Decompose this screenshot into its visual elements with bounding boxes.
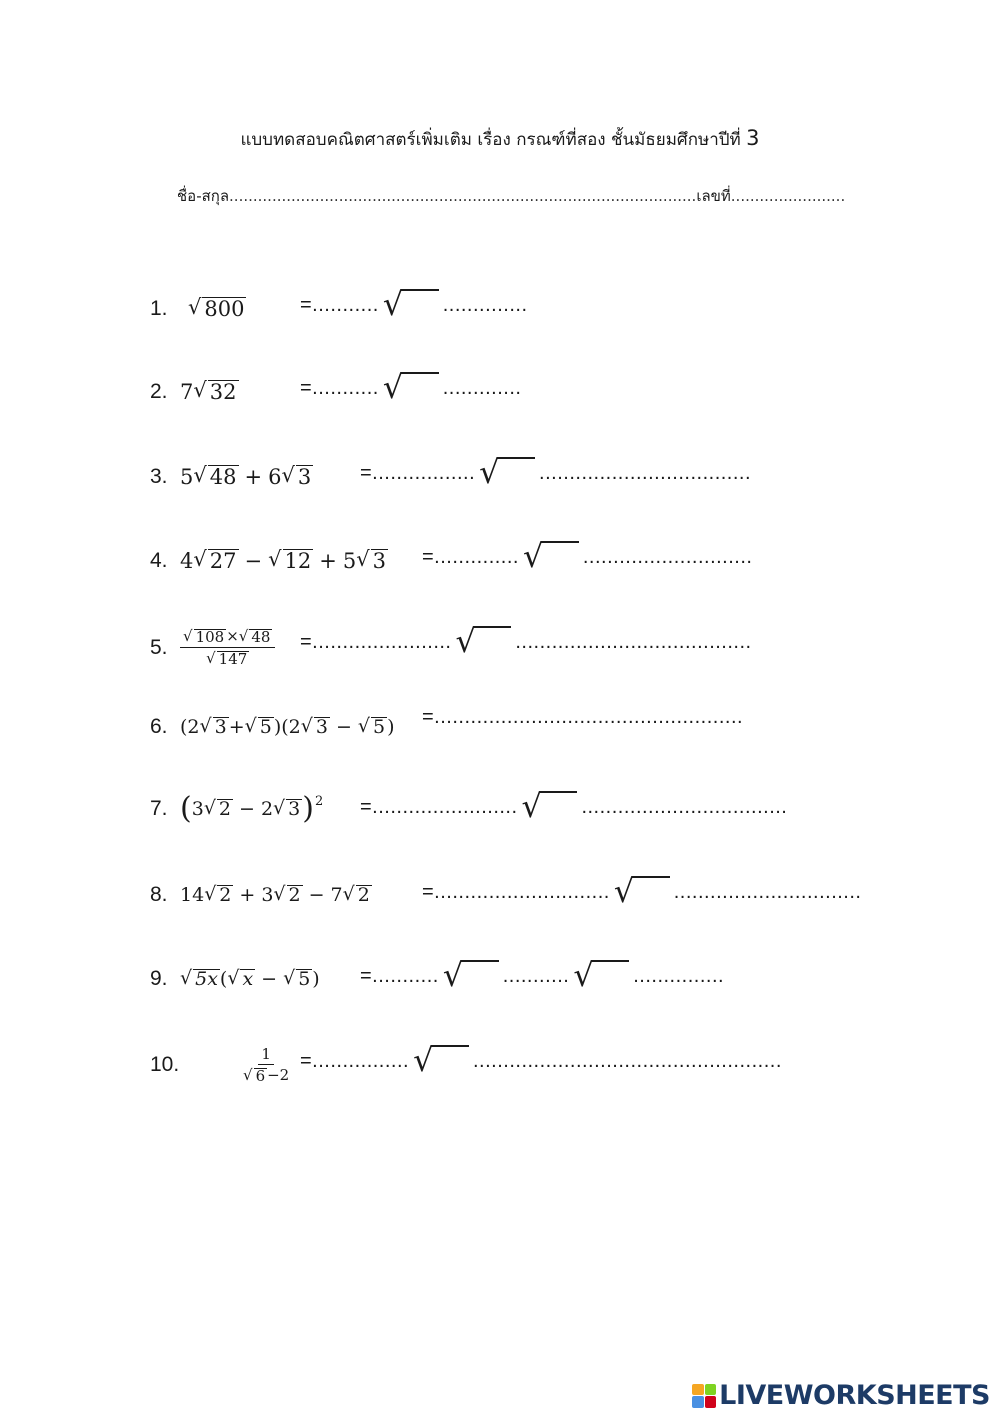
question-7	[150, 789, 323, 829]
number-field[interactable]: ........................	[730, 187, 846, 205]
question-number: 9.	[150, 967, 168, 990]
answer-blank[interactable]: ...................................................	[472, 1049, 782, 1072]
answer-blank[interactable]: =.................	[360, 461, 476, 484]
answer-blank[interactable]: .......................................	[515, 630, 752, 653]
sqrt-icon: √	[413, 1042, 469, 1080]
sqrt-icon: √	[455, 623, 511, 661]
question-number: 7.	[150, 797, 168, 820]
question-number: 5.	[150, 635, 168, 659]
answer-7[interactable]	[360, 788, 787, 826]
answer-blank[interactable]: ............................	[582, 545, 753, 568]
sqrt-icon: √	[522, 788, 578, 826]
answer-9[interactable]	[360, 957, 724, 995]
question-number: 6.	[150, 715, 168, 738]
grade-number: 3	[746, 126, 760, 150]
question-number: 4.	[150, 549, 168, 572]
answer-2[interactable]	[300, 369, 521, 407]
answer-blank[interactable]: ...........	[502, 964, 570, 987]
answer-4[interactable]	[422, 538, 752, 576]
question-expression: 5 √ 48 + 6 √ 3	[180, 463, 312, 490]
question-1	[150, 289, 246, 329]
logo-text: LIVEWORKSHEETS	[719, 1380, 990, 1411]
sqrt-icon: √	[383, 369, 439, 407]
title-text: แบบทดสอบคณิตศาสตร์เพิ่มเติม เรื่อง กรณฑ์ที่สอง ชั้นมัธยมศึกษาปีที่	[240, 130, 741, 150]
question-6	[150, 707, 395, 747]
name-field[interactable]: ..................................................................................................	[229, 187, 697, 205]
question-expression: √ 5x ( √ x − √ 5 )	[180, 966, 320, 990]
radical: √ 32	[193, 378, 237, 405]
question-expression: ( 3 √ 2 − 2 √ 3 ) 2	[180, 791, 324, 826]
sqrt-icon: √	[573, 957, 629, 995]
question-9	[150, 959, 320, 999]
question-expression: ( 2 √ 3 + √ 5 )( 2 √ 3 − √ 5 )	[180, 714, 395, 738]
answer-blank[interactable]: ...................................	[539, 461, 752, 484]
answer-blank[interactable]: .............	[442, 376, 522, 399]
question-10	[150, 1042, 292, 1088]
answer-blank[interactable]: =........................	[360, 795, 518, 818]
name-line	[177, 184, 845, 208]
answer-blank[interactable]: ..................................	[581, 795, 788, 818]
sqrt-icon: √	[479, 454, 535, 492]
answer-blank[interactable]: =...........	[300, 376, 379, 399]
worksheet-title	[0, 126, 1000, 153]
question-expression	[188, 297, 246, 320]
question-number: 3.	[150, 465, 168, 488]
answer-1[interactable]	[300, 286, 528, 324]
answer-blank[interactable]: ...............................	[673, 880, 862, 903]
question-4	[150, 541, 388, 581]
question-number: 8.	[150, 883, 168, 906]
question-number: 1.	[150, 297, 168, 320]
question-8	[150, 875, 372, 915]
logo-mark-icon	[692, 1384, 716, 1408]
answer-blank[interactable]: =.......................	[300, 630, 452, 653]
answer-blank[interactable]: =...........	[360, 964, 439, 987]
answer-6[interactable]	[422, 706, 743, 729]
radical: √ 800	[188, 295, 245, 322]
question-number: 2.	[150, 380, 168, 403]
question-expression: 7 √ 32	[180, 378, 237, 405]
name-label: ชื่อ-สกุล	[177, 187, 230, 205]
answer-8[interactable]	[422, 873, 861, 911]
question-expression: 14 √ 2 + 3 √ 2 − 7 √ 2	[180, 882, 370, 906]
question-2	[150, 372, 239, 412]
fraction: 1 √ 6 −2	[243, 1045, 290, 1086]
answer-blank[interactable]: =...........	[300, 293, 379, 316]
sqrt-icon: √	[443, 957, 499, 995]
answer-blank[interactable]: =.............................	[422, 880, 610, 903]
answer-blank[interactable]: =...................................................	[422, 706, 744, 728]
answer-blank[interactable]: =................	[300, 1049, 410, 1072]
question-expression: 4 √ 27 − √ 12 + 5 √ 3	[180, 547, 386, 574]
answer-3[interactable]	[360, 454, 751, 492]
fraction: √ 108 × √ 48 √ 147	[180, 627, 275, 668]
liveworksheets-logo	[692, 1380, 990, 1411]
answer-10[interactable]	[300, 1042, 782, 1080]
question-3	[150, 457, 313, 497]
number-label: เลขที่	[696, 187, 731, 205]
answer-blank[interactable]: =..............	[422, 545, 519, 568]
answer-5[interactable]	[300, 623, 752, 661]
sqrt-icon: √	[614, 873, 670, 911]
sqrt-icon: √	[383, 286, 439, 324]
sqrt-icon: √	[523, 538, 579, 576]
question-number: 10.	[150, 1053, 180, 1076]
question-5	[150, 625, 275, 670]
answer-blank[interactable]: ..............	[442, 293, 528, 316]
answer-blank[interactable]: ...............	[633, 964, 725, 987]
